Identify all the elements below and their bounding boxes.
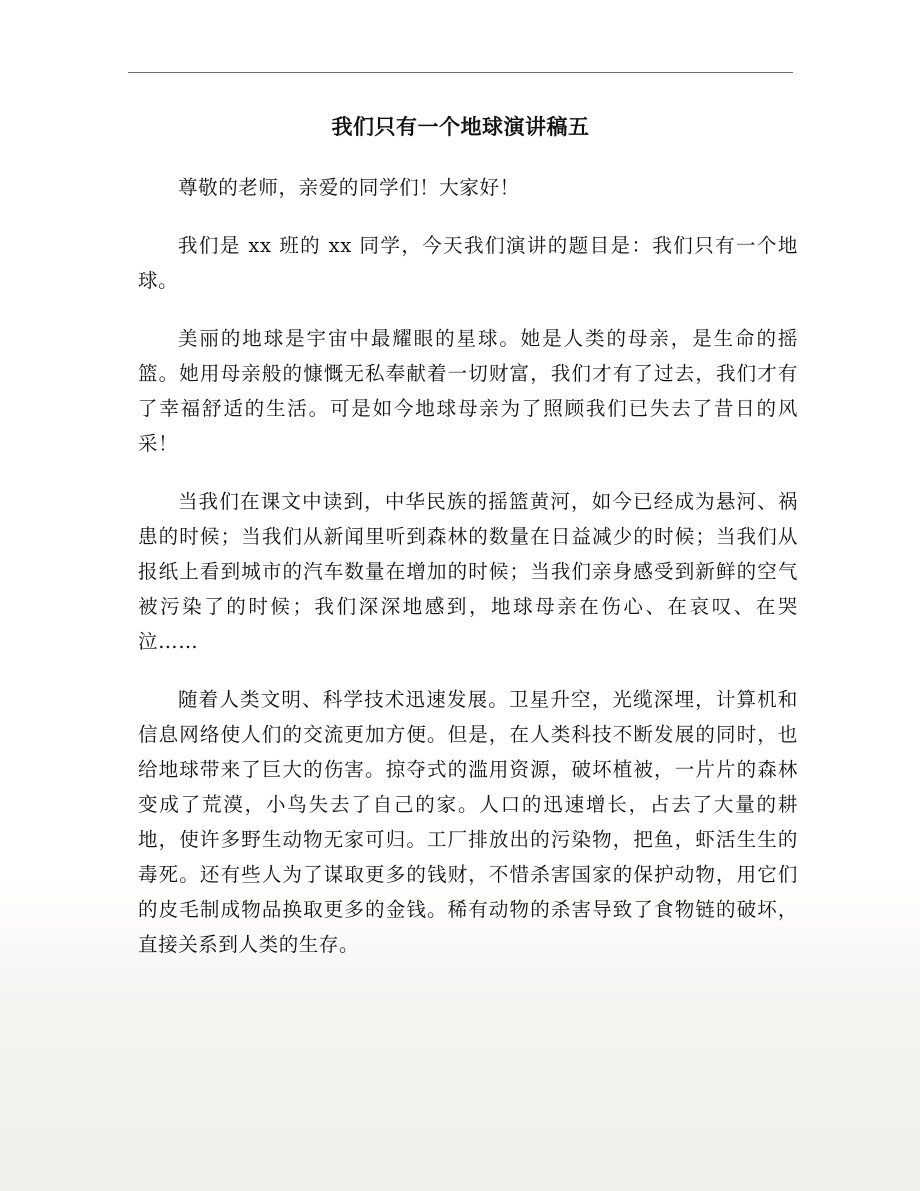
- paragraph-greeting: 尊敬的老师，亲爱的同学们！大家好！: [178, 176, 520, 199]
- paragraph-technology-harm: 随着人类文明、科学技术迅速发展。卫星升空，光缆深埋，计算机和信息网络使人们的交流更加方便。但是，在人类科技不断发展的同时，也给地球带来了巨大的伤害。掠夺式的滥用资源，破坏植被，一片片的森林变成了荒漠，小鸟失去了自己的家。人口的迅速增长，占去了大量的耕地，使许多野生动物无家可归。工厂排放出的污染物，把鱼，虾活生生的毒死。还有些人为了谋取更多的钱财，不惜杀害国家的保护动物，用它们的皮毛制成物品换取更多的金钱。稀有动物的杀害导致了食物链的破坏，直接关系到人类的生存。: [138, 688, 798, 956]
- document-title: 我们只有一个地球演讲稿五: [331, 114, 590, 139]
- paragraph-environment-problems: 当我们在课文中读到，中华民族的摇篮黄河，如今已经成为悬河、祸患的时候；当我们从新闻里听到森林的数量在日益减少的时候；当我们从报纸上看到城市的汽车数量在增加的时候；当我们亲身感受到新鲜的空气被污染了的时候；我们深深地感到，地球母亲在伤心、在哀叹、在哭泣……: [138, 490, 798, 653]
- document-body: [138, 170, 798, 985]
- paragraph-intro: 我们是 xx 班的 xx 同学，今天我们演讲的题目是：我们只有一个地球。: [138, 234, 798, 292]
- paragraph-earth-mother: 美丽的地球是宇宙中最耀眼的星球。她是人类的母亲，是生命的摇篮。她用母亲般的慷慨无私奉献着一切财富，我们才有了过去，我们才有了幸福舒适的生活。可是如今地球母亲为了照顾我们已失去了昔日的风采！: [138, 327, 798, 455]
- header-rule: [128, 72, 793, 73]
